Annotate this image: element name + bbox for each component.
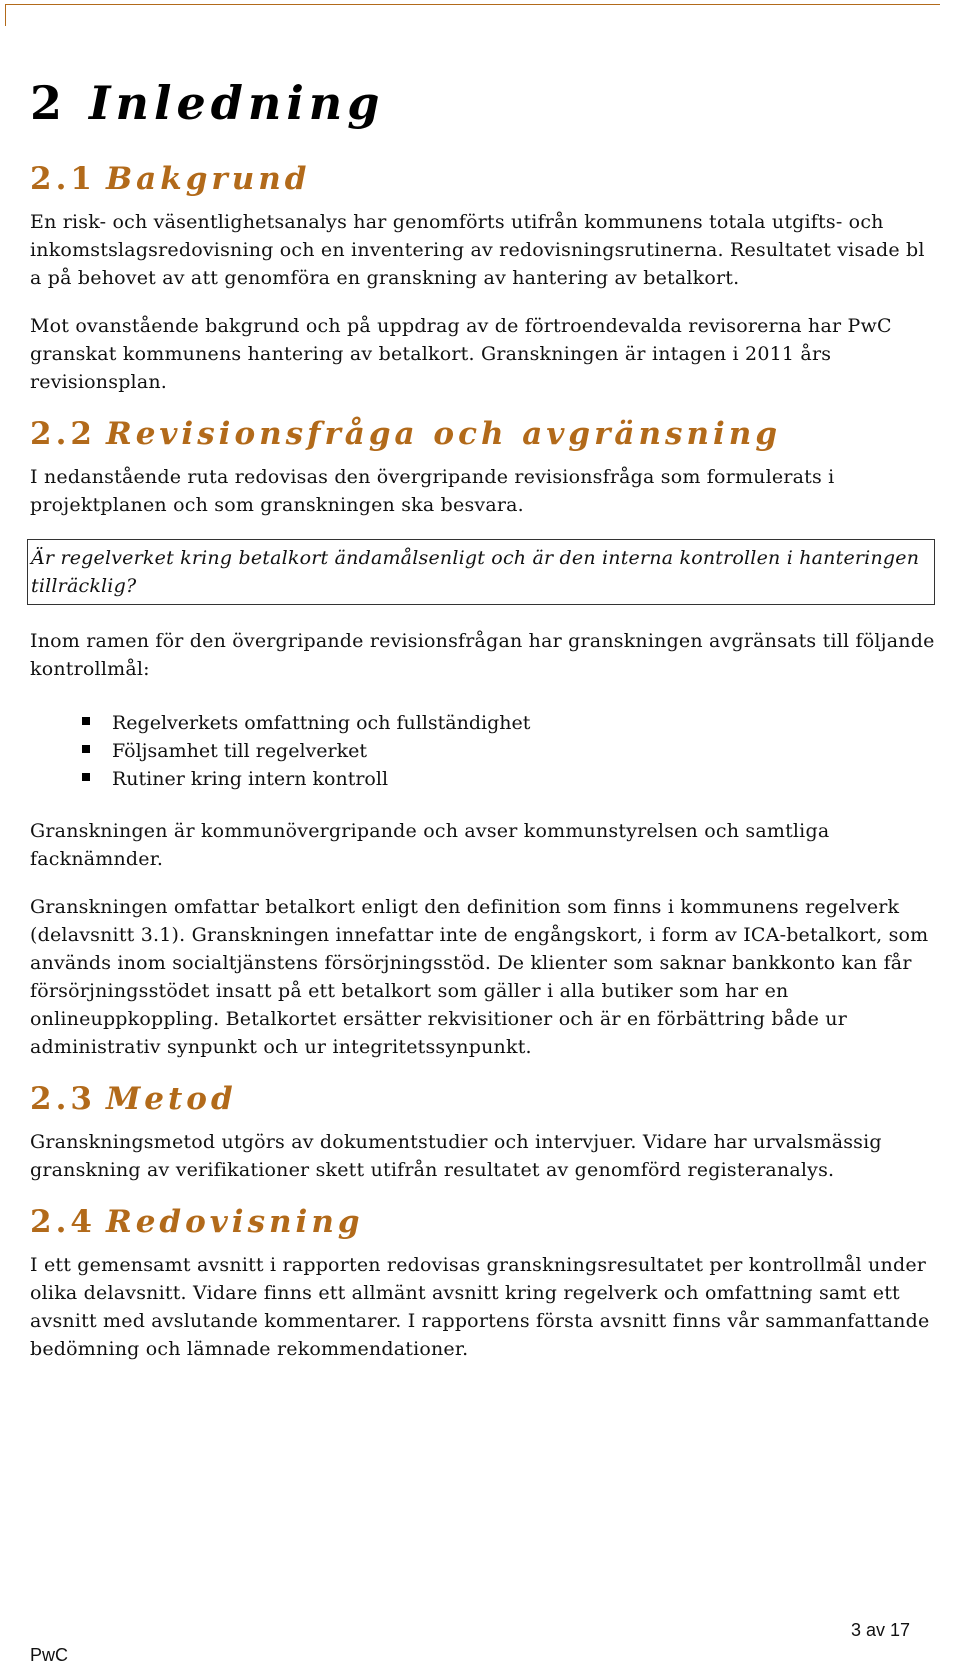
section-heading	[30, 1204, 935, 1241]
paragraph: Mot ovanstående bakgrund och på uppdrag av de förtroendevalda revisorerna har PwC granskat kommunens hantering av betalkort. Granskningen är intagen i 2011 års revisionsplan.	[30, 314, 892, 393]
paragraph: Inom ramen för den övergripande revisionsfrågan har granskningen avgränsats till följande kontrollmål:	[30, 629, 935, 680]
chapter-number: 2	[30, 76, 68, 130]
section-number: 2.3	[30, 1080, 96, 1117]
list-item	[82, 737, 935, 765]
paragraph: Granskningen är kommunövergripande och avser kommunstyrelsen och samtliga facknämnder.	[30, 819, 830, 870]
square-bullet-icon	[82, 773, 90, 781]
paragraph: Granskningsmetod utgörs av dokumentstudier och intervjuer. Vidare har urvalsmässig granskning av verifikationer skett utifrån resultatet av genomförd registeranalys.	[30, 1131, 882, 1182]
header-rule	[5, 4, 940, 5]
section-bakgrund	[30, 161, 935, 396]
page-number: 3 av 17	[850, 1620, 910, 1640]
control-objectives-list	[30, 709, 935, 793]
section-number: 2.1	[30, 160, 96, 197]
chapter-heading	[30, 78, 935, 129]
audit-question-box	[27, 539, 935, 605]
section-redovisning	[30, 1204, 935, 1363]
section-heading	[30, 416, 935, 453]
section-metod	[30, 1081, 935, 1184]
header-rule-tick	[5, 4, 6, 26]
section-title: Metod	[105, 1080, 237, 1117]
footer-company: PwC	[30, 1645, 69, 1665]
square-bullet-icon	[82, 717, 90, 725]
list-item-text: Följsamhet till regelverket	[112, 739, 367, 762]
section-heading	[30, 1081, 935, 1118]
audit-question: Är regelverket kring betalkort ändamålsenligt och är den interna kontrollen i hanteringen tillräcklig?	[31, 546, 920, 597]
section-heading	[30, 161, 935, 198]
section-title: Revisionsfråga och avgränsning	[105, 415, 782, 452]
list-item	[82, 765, 935, 793]
paragraph: En risk- och väsentlighetsanalys har genomförts utifrån kommunens totala utgifts- och inkomstslagsredovisning och en inventering av redovisningsrutinerna. Resultatet visade bl a på behovet av att genomföra en granskning av hantering av betalkort.	[30, 210, 925, 289]
list-item-text: Rutiner kring intern kontroll	[112, 767, 389, 790]
section-title: Redovisning	[105, 1204, 364, 1241]
square-bullet-icon	[82, 745, 90, 753]
list-item-text: Regelverkets omfattning och fullständighet	[112, 711, 531, 734]
section-revisionsfraga	[30, 416, 935, 1061]
section-number: 2.4	[30, 1204, 96, 1241]
list-item	[82, 709, 935, 737]
page-content	[30, 70, 935, 1383]
paragraph: I nedanstående ruta redovisas den övergripande revisionsfråga som formulerats i projektplanen och som granskningen ska besvara.	[30, 465, 835, 516]
section-number: 2.2	[30, 415, 96, 452]
section-title: Bakgrund	[105, 160, 311, 197]
chapter-title: Inledning	[89, 76, 385, 130]
paragraph: Granskningen omfattar betalkort enligt den definition som finns i kommunens regelverk (delavsnitt 3.1). Granskningen innefattar inte de engångskort, i form av ICA-betalkort, som används inom socialtjänstens försörjningsstöd. De klienter som saknar bankkonto kan får försörjningsstödet insatt på ett betalkort som gäller i alla butiker som har en onlineuppkoppling. Betalkortet ersätter rekvisitioner och är en förbättring både ur administrativ synpunkt och ur integritetssynpunkt.	[30, 895, 929, 1058]
paragraph: I ett gemensamt avsnitt i rapporten redovisas granskningsresultatet per kontrollmål under olika delavsnitt. Vidare finns ett allmänt avsnitt kring regelverk och omfattning samt ett avsnitt med avslutande kommentarer. I rapportens första avsnitt finns vår sammanfattande bedömning och lämnade rekommendationer.	[30, 1254, 930, 1361]
